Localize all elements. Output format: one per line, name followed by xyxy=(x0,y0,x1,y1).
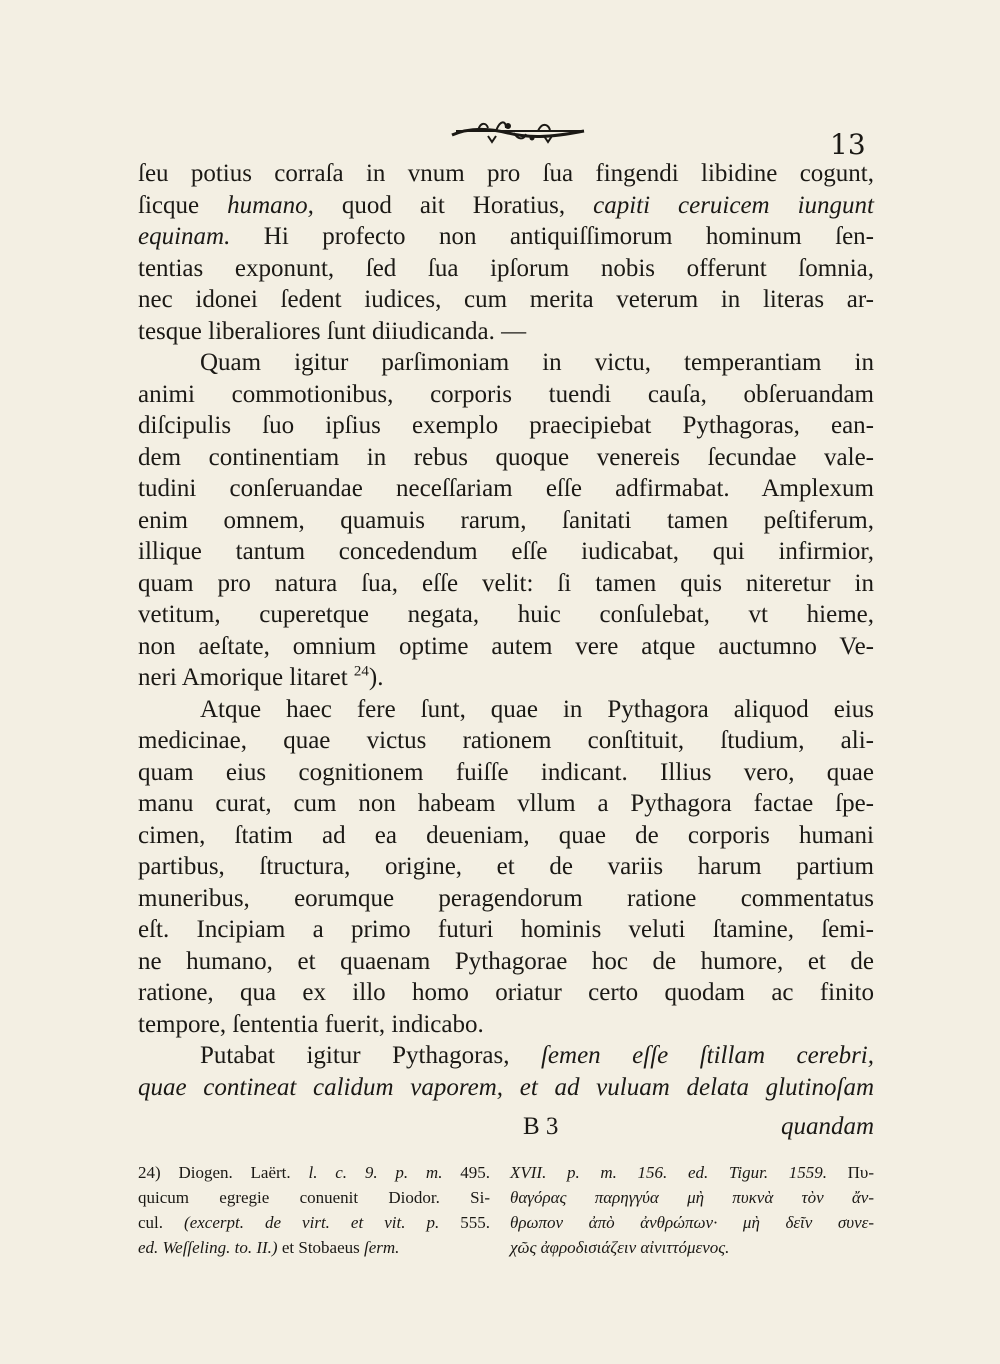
italic-text: equinam. xyxy=(138,223,231,250)
text-line xyxy=(138,599,874,631)
italic-text: (excerpt. de virt. et vit. p. xyxy=(184,1213,440,1232)
text-line xyxy=(138,914,874,946)
text-run: tentias exponunt, ſed ſua ipſorum nobis offerunt ſomnia, xyxy=(138,254,874,282)
text-run: ſeu potius corraſa in vnum pro ſua fingendi libidine cogunt, xyxy=(138,160,874,187)
text-run: Hi profecto non antiquiſſimorum hominum ſen- xyxy=(230,223,874,250)
text-run: Πυ- xyxy=(827,1163,874,1182)
footnote-line xyxy=(138,1210,490,1235)
text-run: 495. xyxy=(442,1163,490,1182)
text-line xyxy=(138,946,874,978)
text-line xyxy=(138,694,874,726)
text-run: quam eius cognitionem fuiſſe indicant. Illius vero, quae xyxy=(138,758,874,786)
text-run: illique tantum concedendum eſſe iudicabat, qui infirmior, xyxy=(138,538,874,565)
footnote-line xyxy=(510,1235,874,1260)
footnote-reference: 24 xyxy=(353,663,369,680)
catchword: quandam xyxy=(780,1113,874,1140)
footnote-line xyxy=(510,1160,874,1185)
text-run: Atque haec fere ſunt, quae in Pythagora aliquod eius xyxy=(200,695,874,723)
text-run: tudini conſeruandae neceſſariam eſſe adfirmabat. Amplexum xyxy=(138,475,874,502)
text-line xyxy=(138,190,874,222)
italic-text: ſerm. xyxy=(364,1238,400,1257)
text-line xyxy=(138,284,874,316)
italic-text: θρωπον ἀπὸ ἀνθρώπων· μὴ δεῖν συνε- xyxy=(510,1213,874,1232)
text-line xyxy=(138,820,874,852)
text-run: manu curat, cum non habeam vllum a Pythagora factae ſpe- xyxy=(138,790,874,817)
text-line xyxy=(138,253,874,285)
text-run: ). xyxy=(368,664,384,691)
text-run: Quam igitur parſimoniam in victu, temperantiam in xyxy=(200,349,874,376)
text-line xyxy=(138,379,874,411)
signature-mark: B 3 xyxy=(523,1113,559,1140)
text-run: muneribus, eorumque peragendorum ratione commentatus xyxy=(138,884,874,912)
italic-text: XVII. p. m. 156. ed. Tigur. 1559. xyxy=(510,1163,827,1182)
text-line xyxy=(138,631,874,663)
text-line xyxy=(138,788,874,820)
footnote-line xyxy=(510,1185,874,1210)
headpiece-ornament-icon xyxy=(448,118,588,148)
italic-text: capiti ceruicem iungunt xyxy=(593,191,874,219)
text-run: neri Amorique litaret xyxy=(138,664,354,691)
italic-text: χῶς ἀφροδισιάζειν αἰνιττόμενος. xyxy=(510,1238,730,1257)
text-run: medicinae, quae victus rationem conſtituit, ſtudium, ali- xyxy=(138,727,874,754)
text-run: eſt. Incipiam a primo futuri hominis veluti ſtamine, ſemi- xyxy=(138,916,874,943)
text-line xyxy=(138,505,874,537)
text-run: tesque liberaliores ſunt diiudicanda. — xyxy=(138,317,527,345)
text-line xyxy=(138,158,874,190)
text-run: partibus, ſtructura, origine, et de variis harum partium xyxy=(138,853,874,880)
text-run: non aeſtate, omnium optime autem vere atque auctumno Ve- xyxy=(138,632,874,660)
text-run: diſcipulis ſuo ipſius exemplo praecipiebat Pythagoras, ean- xyxy=(138,412,874,439)
text-line xyxy=(138,536,874,568)
text-run: ratione, qua ex illo homo oriatur certo quodam ac finito xyxy=(138,979,874,1006)
text-line xyxy=(138,851,874,883)
text-run: dem continentiam in rebus quoque venereis ſecundae vale- xyxy=(138,443,874,471)
text-run: tempore, ſententia fuerit, indicabo. xyxy=(138,1010,484,1038)
footnote-right-column xyxy=(510,1160,874,1260)
text-run: nec idonei ſedent iudices, cum merita veterum in literas ar- xyxy=(138,286,874,313)
text-run: 555. xyxy=(439,1213,490,1232)
signature-line xyxy=(138,1110,874,1144)
text-run: vetitum, cuperetque negata, huic conſulebat, vt hieme, xyxy=(138,601,874,628)
page-number: 13 xyxy=(830,128,866,161)
text-run: ne humano, et quaenam Pythagorae hoc de humore, et de xyxy=(138,947,874,975)
footnote-line xyxy=(138,1160,490,1185)
italic-text: ed. Weſſeling. to. II.) xyxy=(138,1238,278,1257)
text-line xyxy=(138,757,874,789)
text-run: quicum egregie conuenit Diodor. Si- xyxy=(138,1188,490,1207)
body-text xyxy=(138,158,874,1103)
text-line xyxy=(138,977,874,1009)
text-line xyxy=(138,347,874,379)
text-line xyxy=(138,725,874,757)
text-line xyxy=(138,316,874,348)
text-line xyxy=(138,1072,874,1104)
footnote-left-column xyxy=(138,1160,490,1260)
italic-text: humano, xyxy=(227,191,314,219)
italic-text: ſemen eſſe ſtillam cerebri, xyxy=(540,1042,875,1069)
text-run: quod ait Horatius, xyxy=(313,191,594,219)
text-run: et Stobaeus xyxy=(277,1238,364,1257)
text-line xyxy=(138,662,874,694)
text-line xyxy=(138,473,874,505)
text-run: animi commotionibus, corporis tuendi cauſa, obſeruandam xyxy=(138,380,874,408)
text-line xyxy=(138,221,874,253)
footnote-line xyxy=(138,1235,490,1260)
text-line xyxy=(138,568,874,600)
text-line xyxy=(138,1009,874,1041)
italic-text: θαγόρας παρηγγύα μὴ πυκνὰ τὸν ἄν- xyxy=(510,1188,874,1207)
text-run: ſicque xyxy=(138,191,228,219)
footnote-line xyxy=(138,1185,490,1210)
text-line xyxy=(138,410,874,442)
text-line xyxy=(138,442,874,474)
text-run: 24) Diogen. Laërt. xyxy=(138,1163,309,1182)
italic-text: quae contineat calidum vaporem, et ad vuluam delata glutinoſam xyxy=(138,1073,874,1101)
text-run: cimen, ſtatim ad ea deueniam, quae de corporis humani xyxy=(138,821,874,849)
footnote-line xyxy=(510,1210,874,1235)
text-run: enim omnem, quamuis rarum, ſanitati tamen peſtiferum, xyxy=(138,506,874,534)
text-line xyxy=(138,883,874,915)
text-line xyxy=(138,1040,874,1072)
text-run: Putabat igitur Pythagoras, xyxy=(200,1042,541,1069)
text-run: cul. xyxy=(138,1213,185,1232)
text-run: quam pro natura ſua, eſſe velit: ſi tamen quis niteretur in xyxy=(138,569,874,597)
italic-text: l. c. 9. p. m. xyxy=(308,1163,443,1182)
